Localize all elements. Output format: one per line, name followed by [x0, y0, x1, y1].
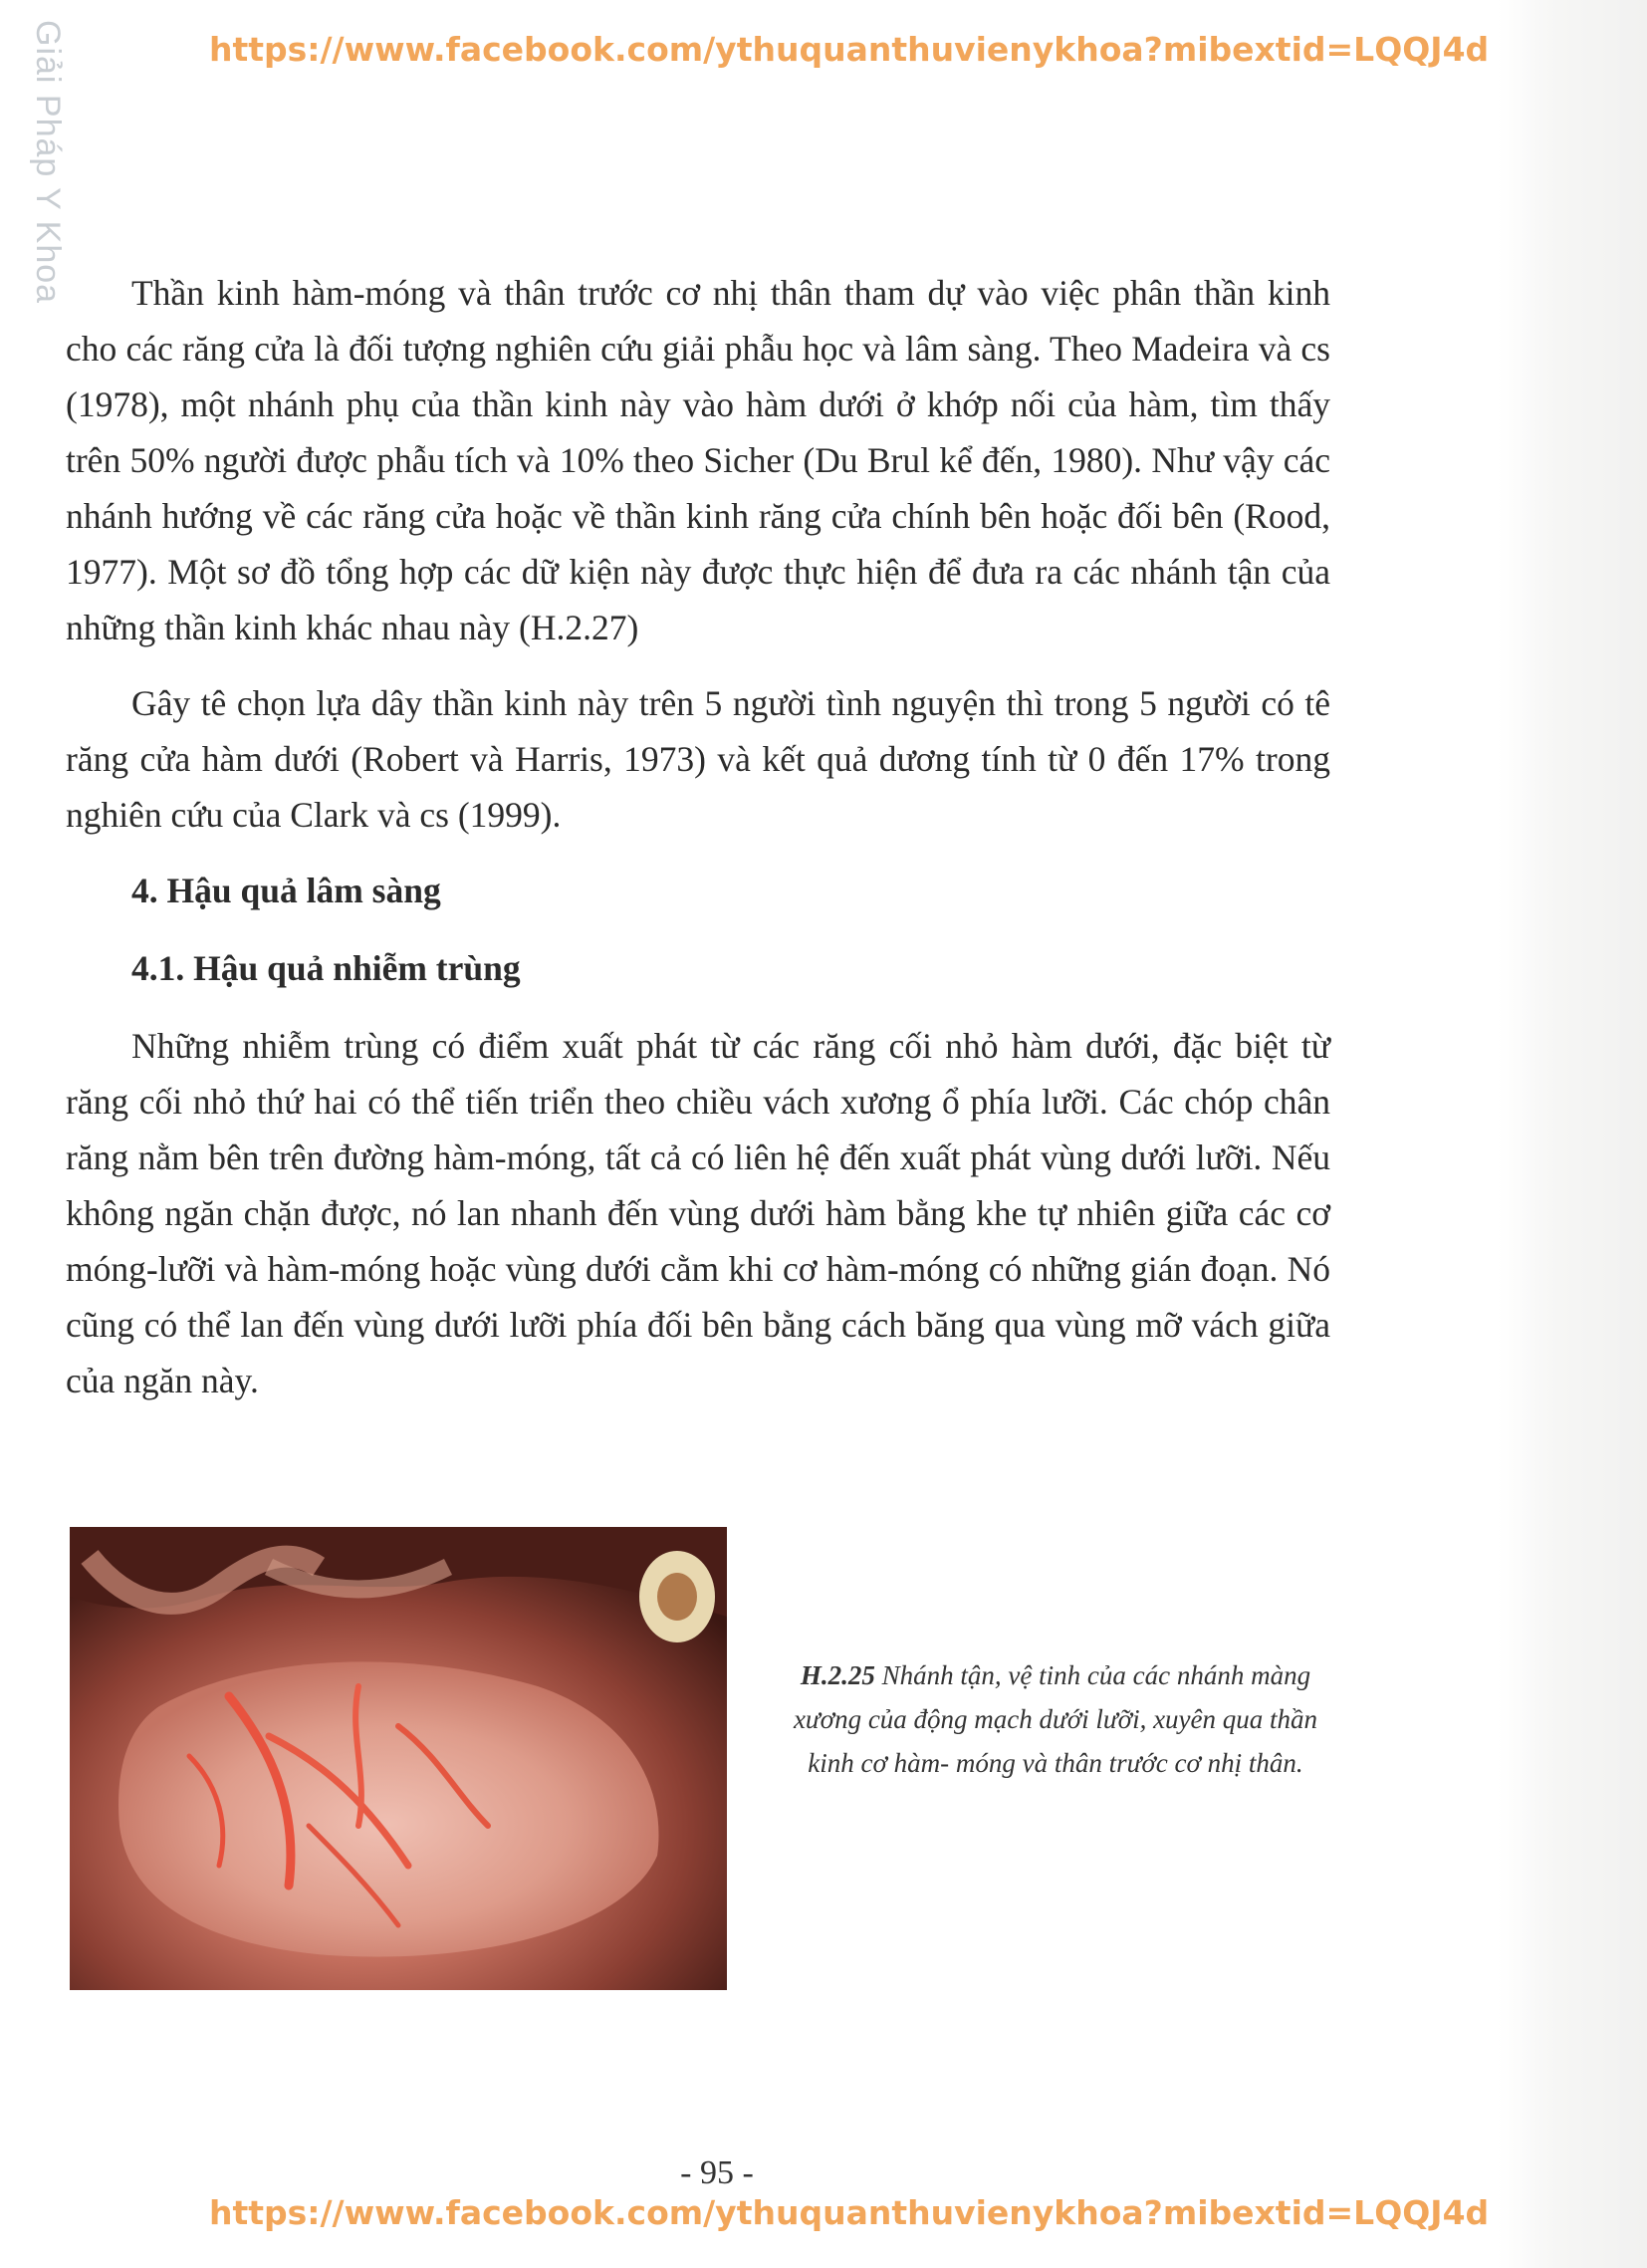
- body-paragraph: Gây tê chọn lựa dây thần kinh này trên 5 người tình nguyện thì trong 5 người có tê răng cửa hàm dưới (Robert và Harris, 1973) và kết quả dương tính từ 0 đến 17% trong nghiên cứu của Clark và cs (1999).: [66, 683, 1330, 835]
- page-edge-shadow: [1498, 0, 1647, 2268]
- body-paragraph: Thần kinh hàm-móng và thân trước cơ nhị thân tham dự vào việc phân thần kinh cho các răng cửa là đối tượng nghiên cứu giải phẫu học và lâm sàng. Theo Madeira và cs (1978), một nhánh phụ của thần kinh này vào hàm dưới ở khớp nối của hàm, tìm thấy trên 50% người được phẫu tích và 10% theo Sicher (Du Brul kể đến, 1980). Như vậy các nhánh hướng về các răng cửa hoặc về thần kinh răng cửa chính bên hoặc đối bên (Rood, 1977). Một sơ đồ tổng hợp các dữ kiện này được thực hiện để đưa ra các nhánh tận của những thần kinh khác nhau này (H.2.27): [66, 273, 1330, 647]
- watermark-url-top[interactable]: https://www.facebook.com/ythuquanthuvienykhoa?mibextid=LQQJ4d: [209, 30, 1490, 69]
- section-heading: 4. Hậu quả lâm sàng: [131, 871, 441, 910]
- clinical-photo: [70, 1527, 727, 1990]
- page-content: [66, 265, 1330, 1428]
- subsection-heading: 4.1. Hậu quả nhiễm trùng: [131, 948, 521, 988]
- body-paragraph: Những nhiễm trùng có điểm xuất phát từ các răng cối nhỏ hàm dưới, đặc biệt từ răng cối nhỏ thứ hai có thể tiến triển theo chiều vách xương ổ phía lưỡi. Các chóp chân răng nằm bên trên đường hàm-móng, tất cả có liên hệ đến xuất phát vùng dưới lưỡi. Nếu không ngăn chặn được, nó lan nhanh đến vùng dưới hàm bằng khe tự nhiên giữa các cơ móng-lưỡi và hàm-móng hoặc vùng dưới cằm khi cơ hàm-móng có những gián đoạn. Nó cũng có thể lan đến vùng dưới lưỡi phía đối bên bằng cách băng qua vùng mỡ vách giữa của ngăn này.: [66, 1026, 1330, 1400]
- page-number: - 95 -: [680, 2154, 754, 2191]
- watermark-url-bottom[interactable]: https://www.facebook.com/ythuquanthuvienykhoa?mibextid=LQQJ4d: [209, 2193, 1490, 2232]
- figure-id: H.2.25: [800, 1660, 875, 1690]
- side-watermark: Giải Pháp Y Khoa: [29, 20, 67, 305]
- figure-caption: [777, 1653, 1334, 1785]
- figure-caption-text: Nhánh tận, vệ tinh của các nhánh màng xương của động mạch dưới lưỡi, xuyên qua thần kinh cơ hàm- móng và thân trước cơ nhị thân.: [793, 1660, 1318, 1778]
